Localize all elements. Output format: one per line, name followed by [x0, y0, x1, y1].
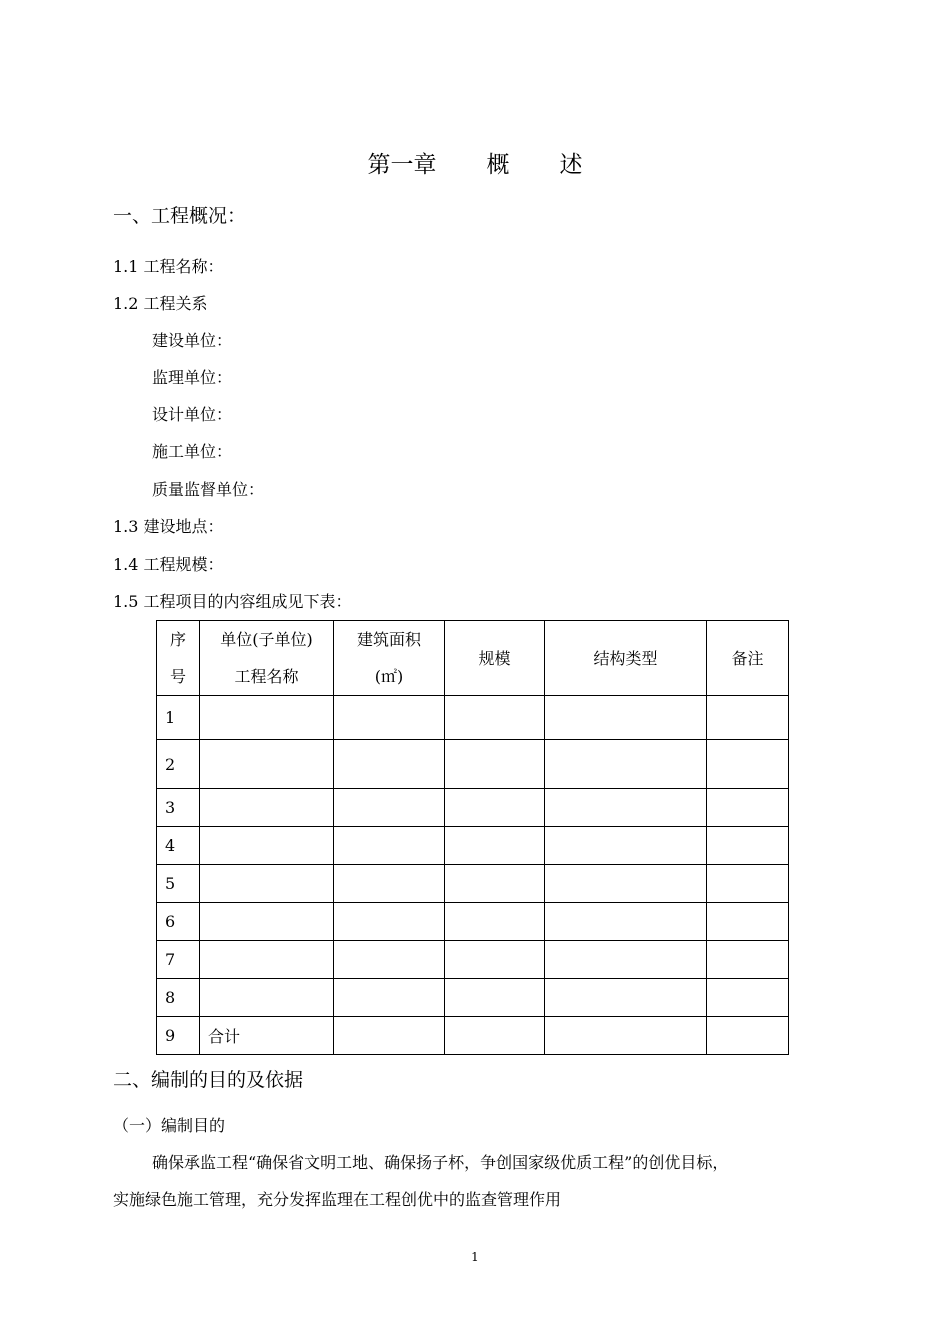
project-composition-table	[156, 620, 789, 1055]
row-structure	[545, 903, 707, 941]
row-structure	[545, 827, 707, 865]
row-area	[334, 827, 445, 865]
row-structure	[545, 941, 707, 979]
row-scale	[445, 903, 545, 941]
row-remark	[707, 865, 789, 903]
row-structure	[545, 1017, 707, 1055]
row-project-name	[200, 979, 334, 1017]
row-scale	[445, 696, 545, 740]
page-number: 1	[471, 1250, 479, 1264]
item-1-5: 1.5 工程项目的内容组成见下表：	[113, 592, 352, 611]
chapter-title-part2: 概	[486, 152, 510, 178]
row-number: 7	[157, 941, 200, 979]
row-number: 3	[157, 789, 200, 827]
row-project-name	[200, 941, 334, 979]
row-area	[334, 903, 445, 941]
chapter-title-part3: 述	[559, 152, 583, 178]
table-row	[157, 865, 789, 903]
row-scale	[445, 740, 545, 789]
row-remark	[707, 1017, 789, 1055]
header-unit-name: 单位(子单位) 工程名称	[200, 621, 334, 696]
item-1-4: 1.4 工程规模：	[113, 555, 224, 574]
row-remark	[707, 696, 789, 740]
table-row	[157, 941, 789, 979]
row-number: 6	[157, 903, 200, 941]
header-remark: 备注	[707, 621, 789, 696]
row-project-name	[200, 903, 334, 941]
table-row	[157, 789, 789, 827]
row-area	[334, 1017, 445, 1055]
item-1-3: 1.3 建设地点：	[113, 517, 224, 536]
table-row	[157, 696, 789, 740]
party-builder-unit: 施工单位：	[152, 442, 233, 461]
row-structure	[545, 979, 707, 1017]
row-area	[334, 740, 445, 789]
header-scale: 规模	[445, 621, 545, 696]
row-remark	[707, 903, 789, 941]
row-scale	[445, 789, 545, 827]
header-seq: 序 号	[157, 621, 200, 696]
table-row	[157, 740, 789, 789]
table-row	[157, 979, 789, 1017]
chapter-title-part1: 第一章	[367, 152, 437, 178]
row-project-name	[200, 696, 334, 740]
row-remark	[707, 789, 789, 827]
item-1-1: 1.1 工程名称：	[113, 257, 224, 276]
row-scale	[445, 865, 545, 903]
party-construction-unit: 建设单位：	[152, 331, 233, 350]
table-row	[157, 827, 789, 865]
row-structure	[545, 865, 707, 903]
row-number: 5	[157, 865, 200, 903]
row-scale	[445, 827, 545, 865]
row-project-name	[200, 865, 334, 903]
chapter-title	[0, 146, 950, 179]
row-project-name	[200, 827, 334, 865]
row-scale	[445, 979, 545, 1017]
row-scale	[445, 941, 545, 979]
header-structure-type: 结构类型	[545, 621, 707, 696]
item-1-2: 1.2 工程关系	[113, 294, 208, 313]
row-number: 2	[157, 740, 200, 789]
row-number: 4	[157, 827, 200, 865]
purpose-paragraph-line-1: 确保承监工程“确保省文明工地、确保扬子杯，争创国家级优质工程”的创优目标，	[152, 1153, 729, 1172]
row-remark	[707, 827, 789, 865]
row-remark	[707, 941, 789, 979]
row-number: 9	[157, 1017, 200, 1055]
table-header-row	[157, 621, 789, 696]
party-quality-supervision-unit: 质量监督单位：	[152, 480, 265, 499]
row-structure	[545, 789, 707, 827]
table-row	[157, 903, 789, 941]
row-scale	[445, 1017, 545, 1055]
row-number: 8	[157, 979, 200, 1017]
header-building-area: 建筑面积 (㎡)	[334, 621, 445, 696]
section-2-heading: 二、编制的目的及依据	[113, 1069, 304, 1091]
purpose-paragraph-line-2: 实施绿色施工管理，充分发挥监理在工程创优中的监查管理作用	[113, 1190, 562, 1209]
row-structure	[545, 740, 707, 789]
row-area	[334, 789, 445, 827]
row-number: 1	[157, 696, 200, 740]
row-project-name	[200, 740, 334, 789]
row-remark	[707, 979, 789, 1017]
row-area	[334, 941, 445, 979]
party-supervision-unit: 监理单位：	[152, 368, 233, 387]
row-project-name: 合计	[200, 1017, 334, 1055]
row-remark	[707, 740, 789, 789]
row-area	[334, 865, 445, 903]
row-structure	[545, 696, 707, 740]
row-area	[334, 696, 445, 740]
row-project-name	[200, 789, 334, 827]
subsection-purpose-heading: （一）编制目的	[113, 1116, 226, 1135]
party-design-unit: 设计单位：	[152, 405, 233, 424]
row-area	[334, 979, 445, 1017]
section-1-heading: 一、工程概况：	[113, 205, 247, 227]
table-row-total	[157, 1017, 789, 1055]
